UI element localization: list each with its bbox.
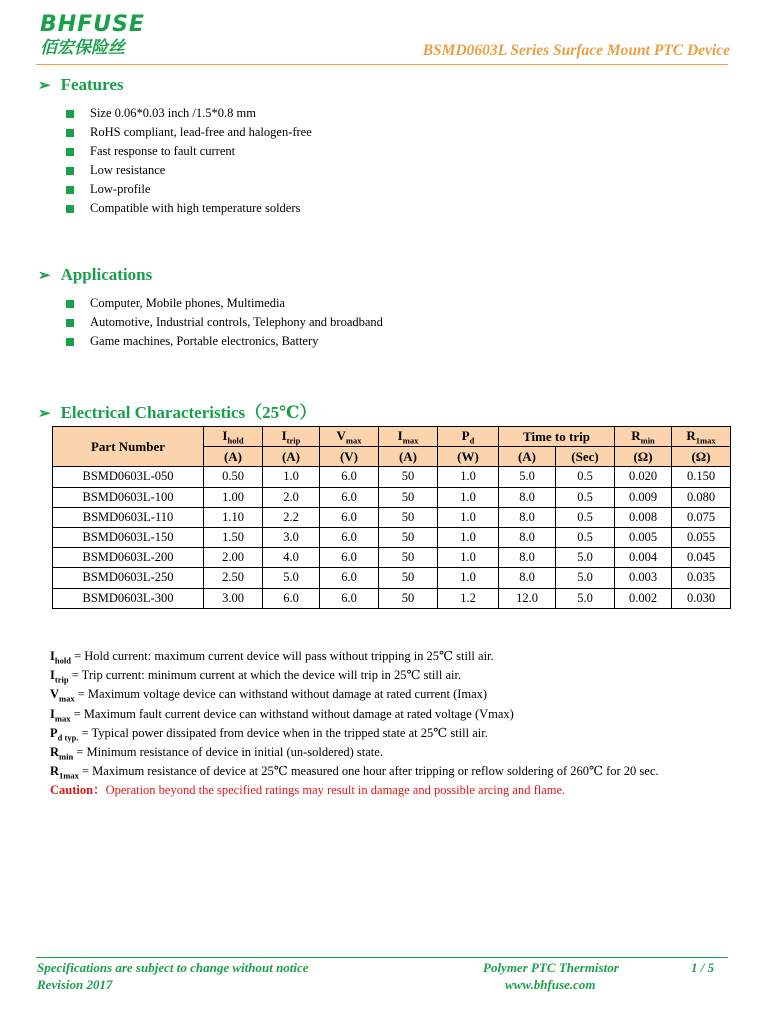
table-cell: 6.0 xyxy=(263,588,320,608)
table-cell: 50 xyxy=(379,588,438,608)
table-cell: 6.0 xyxy=(320,507,379,527)
features-list xyxy=(66,104,312,218)
document-title: BSMD0603L Series Surface Mount PTC Device xyxy=(422,42,730,59)
logo-text: BHFUSE xyxy=(40,12,145,37)
footer-product: Polymer PTC Thermistor xyxy=(483,960,619,975)
table-cell: 3.00 xyxy=(204,588,263,608)
table-cell: 0.5 xyxy=(556,527,615,547)
list-item-text: Computer, Mobile phones, Multimedia xyxy=(90,296,285,310)
table-cell: 50 xyxy=(379,487,438,507)
table-cell: 0.020 xyxy=(615,467,672,487)
table-cell: 0.055 xyxy=(672,527,731,547)
list-item-text: Compatible with high temperature solders xyxy=(90,201,301,215)
square-bullet-icon xyxy=(66,205,74,213)
table-cell: 0.5 xyxy=(556,467,615,487)
definition-line: $R_{1max}$ = Maximum resistance of device at 25℃ measured one hour after tripping or reflow soldering of 260℃ for 20 sec. xyxy=(50,764,659,781)
table-row xyxy=(53,548,731,568)
list-item xyxy=(66,104,312,123)
header-pd: $P_d$ xyxy=(438,427,499,447)
part-number-cell: BSMD0603L-100 xyxy=(53,487,204,507)
table-cell: 3.0 xyxy=(263,527,320,547)
square-bullet-icon xyxy=(66,110,74,118)
footer-website: www.bhfuse.com xyxy=(505,977,596,992)
table-cell: 4.0 xyxy=(263,548,320,568)
table-cell: 0.030 xyxy=(672,588,731,608)
table-cell: 0.009 xyxy=(615,487,672,507)
table-cell: 1.10 xyxy=(204,507,263,527)
table-cell: 0.5 xyxy=(556,487,615,507)
list-item xyxy=(66,161,312,180)
features-title: Features xyxy=(60,75,124,94)
table-cell: 50 xyxy=(379,548,438,568)
list-item xyxy=(66,180,312,199)
list-item xyxy=(66,123,312,142)
definition-line: $I_{trip}$ = Trip current: minimum current at which the device will trip in 25℃ still air. xyxy=(50,668,462,685)
part-number-cell: BSMD0603L-150 xyxy=(53,527,204,547)
table-cell: 0.5 xyxy=(556,507,615,527)
table-cell: 0.035 xyxy=(672,568,731,588)
list-item xyxy=(66,142,312,161)
footer-notice: Specifications are subject to change without notice xyxy=(37,960,309,975)
table-cell: 8.0 xyxy=(499,507,556,527)
table-cell: 0.004 xyxy=(615,548,672,568)
list-item-text: Size 0.06*0.03 inch /1.5*0.8 mm xyxy=(90,106,256,120)
square-bullet-icon xyxy=(66,129,74,137)
part-number-cell: BSMD0603L-200 xyxy=(53,548,204,568)
table-row xyxy=(53,527,731,547)
unit-vmax: (V) xyxy=(320,447,379,467)
table-cell: 5.0 xyxy=(556,568,615,588)
applications-list xyxy=(66,294,383,351)
list-item-text: RoHS compliant, lead-free and halogen-free xyxy=(90,125,312,139)
table-cell: 6.0 xyxy=(320,467,379,487)
arrow-bullet-icon: ➢ xyxy=(38,406,51,422)
table-cell: 1.2 xyxy=(438,588,499,608)
table-cell: 6.0 xyxy=(320,527,379,547)
table-header-row xyxy=(53,427,731,447)
table-cell: 1.0 xyxy=(438,467,499,487)
footer-divider xyxy=(36,957,728,958)
list-item-text: Automotive, Industrial controls, Telephony and broadband xyxy=(90,315,383,329)
unit-ihold: (A) xyxy=(204,447,263,467)
header-itrip: $I_{trip}$ xyxy=(263,427,320,447)
header-time-to-trip: Time to trip xyxy=(499,427,615,447)
electrical-heading xyxy=(38,398,317,423)
part-number-cell: BSMD0603L-300 xyxy=(53,588,204,608)
table-cell: 2.50 xyxy=(204,568,263,588)
table-cell: 5.0 xyxy=(556,588,615,608)
table-cell: 1.0 xyxy=(438,487,499,507)
header-divider xyxy=(36,64,728,65)
table-row xyxy=(53,507,731,527)
table-cell: 1.0 xyxy=(263,467,320,487)
table-cell: 6.0 xyxy=(320,487,379,507)
definition-line: $V_{max}$ = Maximum voltage device can withstand without damage at rated current (Imax) xyxy=(50,687,488,704)
table-cell: 0.150 xyxy=(672,467,731,487)
unit-ttt-time: (Sec) xyxy=(556,447,615,467)
arrow-bullet-icon: ➢ xyxy=(38,268,51,284)
header-imax: $I_{max}$ xyxy=(379,427,438,447)
table-cell: 2.0 xyxy=(263,487,320,507)
header-rmin: $R_{min}$ xyxy=(615,427,672,447)
definition-line: $R_{min}$ = Minimum resistance of device in initial (un-soldered) state. xyxy=(50,744,383,762)
table-cell: 8.0 xyxy=(499,548,556,568)
arrow-bullet-icon: ➢ xyxy=(38,78,51,94)
list-item xyxy=(66,294,383,313)
footer-page-number: 1 / 5 xyxy=(691,960,715,975)
unit-itrip: (A) xyxy=(263,447,320,467)
table-row xyxy=(53,487,731,507)
unit-rmin: (Ω) xyxy=(615,447,672,467)
electrical-characteristics-table xyxy=(52,426,731,609)
part-number-cell: BSMD0603L-110 xyxy=(53,507,204,527)
square-bullet-icon xyxy=(66,167,74,175)
table-cell: 5.0 xyxy=(499,467,556,487)
logo-chinese-text: 佰宏保险丝 xyxy=(40,38,125,58)
table-cell: 1.00 xyxy=(204,487,263,507)
unit-r1max: (Ω) xyxy=(672,447,731,467)
table-cell: 6.0 xyxy=(320,588,379,608)
table-cell: 2.2 xyxy=(263,507,320,527)
definition-line: $I_{max}$ = Maximum fault current device can withstand without damage at rated voltage (Vmax) xyxy=(50,706,514,724)
table-cell: 1.0 xyxy=(438,548,499,568)
square-bullet-icon xyxy=(66,186,74,194)
unit-pd: (W) xyxy=(438,447,499,467)
list-item xyxy=(66,313,383,332)
list-item-text: Low-profile xyxy=(90,182,151,196)
table-row xyxy=(53,588,731,608)
table-cell: 0.008 xyxy=(615,507,672,527)
caution-label: Caution： xyxy=(50,783,106,798)
table-cell: 6.0 xyxy=(320,548,379,568)
table-cell: 0.50 xyxy=(204,467,263,487)
table-cell: 1.50 xyxy=(204,527,263,547)
table-cell: 1.0 xyxy=(438,527,499,547)
part-number-cell: BSMD0603L-250 xyxy=(53,568,204,588)
definitions-block xyxy=(50,647,659,801)
table-cell: 0.002 xyxy=(615,588,672,608)
definition-line: $I_{hold}$ = Hold current: maximum current device will pass without tripping in 25℃ still air. xyxy=(50,649,494,666)
table-cell: 0.005 xyxy=(615,527,672,547)
header-ihold: $I_{hold}$ xyxy=(204,427,263,447)
square-bullet-icon xyxy=(66,148,74,156)
table-cell: 1.0 xyxy=(438,507,499,527)
table-body xyxy=(53,467,731,608)
table-cell: 8.0 xyxy=(499,568,556,588)
part-number-cell: BSMD0603L-050 xyxy=(53,467,204,487)
table-cell: 12.0 xyxy=(499,588,556,608)
unit-imax: (A) xyxy=(379,447,438,467)
footer-revision: Revision 2017 xyxy=(37,977,113,992)
applications-heading xyxy=(38,265,152,285)
table-cell: 50 xyxy=(379,507,438,527)
table-cell: 50 xyxy=(379,467,438,487)
list-item-text: Game machines, Portable electronics, Battery xyxy=(90,334,319,348)
caution-note xyxy=(50,781,659,800)
table-cell: 6.0 xyxy=(320,568,379,588)
square-bullet-icon xyxy=(66,338,74,346)
square-bullet-icon xyxy=(66,300,74,308)
list-item-text: Low resistance xyxy=(90,163,166,177)
unit-ttt-current: (A) xyxy=(499,447,556,467)
table-cell: 8.0 xyxy=(499,527,556,547)
list-item-text: Fast response to fault current xyxy=(90,144,236,158)
caution-text: Operation beyond the specified ratings may result in damage and possible arcing and flame. xyxy=(105,783,566,798)
header-r1max: $R_{1max}$ xyxy=(672,427,731,447)
table-row xyxy=(53,467,731,487)
list-item xyxy=(66,199,312,218)
table-cell: 0.045 xyxy=(672,548,731,568)
features-heading xyxy=(38,75,124,95)
table-cell: 2.00 xyxy=(204,548,263,568)
applications-title: Applications xyxy=(60,265,153,284)
table-cell: 1.0 xyxy=(438,568,499,588)
table-cell: 50 xyxy=(379,527,438,547)
table-cell: 50 xyxy=(379,568,438,588)
square-bullet-icon xyxy=(66,319,74,327)
table-cell: 8.0 xyxy=(499,487,556,507)
electrical-title: Electrical Characteristics（25℃） xyxy=(60,403,317,422)
company-logo xyxy=(40,14,145,58)
header-part-number: Part Number xyxy=(53,427,204,467)
table-row xyxy=(53,568,731,588)
list-item xyxy=(66,332,383,351)
table-cell: 0.080 xyxy=(672,487,731,507)
table-cell: 0.003 xyxy=(615,568,672,588)
header-vmax: $V_{max}$ xyxy=(320,427,379,447)
table-cell: 5.0 xyxy=(263,568,320,588)
table-cell: 0.075 xyxy=(672,507,731,527)
table-cell: 5.0 xyxy=(556,548,615,568)
definition-line: $P_{d typ.}$ = Typical power dissipated from device when in the tripped state at 25℃ still air. xyxy=(50,725,488,743)
